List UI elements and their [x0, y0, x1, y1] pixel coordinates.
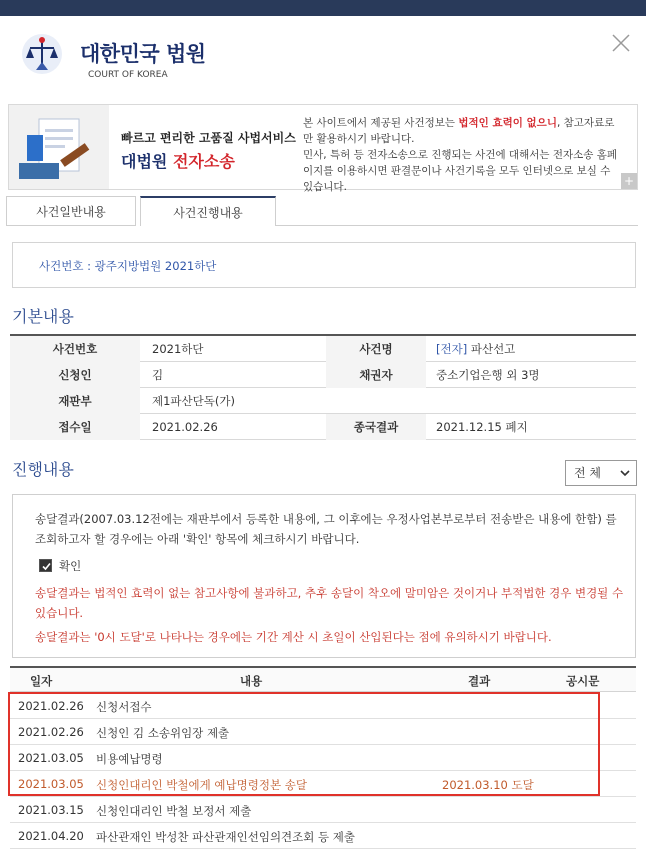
table-row [10, 823, 636, 849]
table-row [10, 414, 636, 440]
value-filing-date: 2021.02.26 [152, 420, 218, 434]
progress-title: 진행내용 [12, 460, 74, 479]
site-header [0, 16, 646, 96]
banner-illustration [9, 105, 109, 189]
value-case-number: 2021하단 [152, 342, 204, 356]
row-date: 2021.03.05 [18, 777, 84, 791]
col-result: 결과 [468, 674, 491, 688]
warning-legal-effect: 송달결과는 법적인 효력이 없는 참고사항에 불과하고, 추후 송달이 착오에 말미암은 것이거나 부적법한 경우 변경될 수 있습니다. [35, 586, 624, 620]
row-content: 비용예납명령 [96, 752, 163, 766]
row-content: 신청인 김 소송위임장 제출 [96, 726, 230, 740]
basic-info-title: 기본내용 [12, 307, 74, 326]
e-litigation-banner[interactable] [8, 104, 638, 193]
case-number-text: 사건번호 : 광주지방법원 2021하단 [39, 259, 217, 273]
label-applicant: 신청인 [10, 362, 140, 388]
checkmark-icon [41, 561, 52, 572]
top-bar [0, 0, 646, 16]
table-row [10, 797, 636, 823]
row-date: 2021.02.26 [18, 699, 84, 713]
value-final-result: 2021.12.15 폐지 [436, 420, 528, 434]
basic-info-table [10, 334, 636, 440]
label-filing-date: 접수일 [10, 414, 140, 440]
tab-divider [276, 225, 638, 226]
table-row [10, 719, 636, 745]
row-content: 신청서접수 [96, 700, 152, 714]
notice-text: 송달결과(2007.03.12전에는 재판부에서 등록한 내용에, 그 이후에는 우정사업본부로부터 전송받은 내용에 한함) 를 조회하고자 할 경우에는 아래 '확인' 항목에 체크하시기 바랍니다. [35, 512, 617, 546]
disclaimer-part-a: 본 사이트에서 제공된 사건정보는 [303, 117, 459, 129]
row-date: 2021.03.05 [18, 751, 84, 765]
row-date: 2021.04.20 [18, 829, 84, 843]
warning-zero-hour: 송달결과는 '0시 도달'로 나타나는 경우에는 기간 계산 시 초일이 산입된다는 점에 유의하시기 바랍니다. [35, 630, 552, 644]
value-case-name [426, 336, 636, 362]
label-case-number: 사건번호 [10, 336, 140, 362]
case-number-box [12, 242, 636, 288]
value-applicant: 김 [152, 368, 164, 382]
disclaimer-part-c: 민사, 특허 등 전자소송으로 진행되는 사건에 대해서는 전자소송 홈페이지를 이용하시면 판결문이나 사건기록을 모두 인터넷으로 보실 수 있습니다. [303, 149, 618, 193]
confirm-checkbox[interactable] [39, 559, 52, 572]
row-result: 2021.03.10 도달 [442, 778, 534, 792]
row-content: 신청인대리인 박철 보정서 제출 [96, 804, 252, 818]
banner-disclaimer [303, 115, 623, 195]
tab-case-general[interactable]: 사건일반내용 [6, 196, 136, 226]
table-row [10, 745, 636, 771]
site-subtitle: COURT OF KOREA [88, 70, 168, 80]
value-creditor: 중소기업은행 외 3명 [436, 368, 540, 382]
table-row [10, 388, 636, 414]
filter-selected-value: 전 체 [574, 466, 601, 480]
label-final-result: 종국결과 [326, 414, 426, 440]
banner-tagline: 빠르고 편리한 고품질 사법서비스 [121, 131, 296, 145]
row-date: 2021.03.15 [18, 803, 84, 817]
close-icon[interactable] [610, 32, 632, 54]
banner-service-main: 대법원 [121, 152, 173, 171]
confirm-label: 확인 [59, 559, 82, 573]
case-name-text: 파산선고 [467, 342, 516, 356]
label-case-name: 사건명 [326, 336, 426, 362]
disclaimer-part-b: , 참고자료로만 활용하시기 바랍니다. [303, 117, 615, 145]
label-creditor: 채권자 [326, 362, 426, 388]
row-content: 파산관재인 박성찬 파산관재인선임의견조회 등 제출 [96, 830, 356, 844]
tab-bar [0, 196, 646, 226]
banner-more-button[interactable]: + [621, 173, 637, 189]
row-content: 신청인대리인 박철에게 예납명령정본 송달 [96, 778, 307, 792]
label-court-division: 재판부 [10, 388, 140, 414]
progress-table-header [10, 666, 636, 692]
gavel-document-icon [9, 105, 109, 189]
chevron-down-icon [620, 468, 630, 478]
delivery-notice-box [12, 494, 636, 658]
electronic-tag: [전자] [436, 342, 468, 356]
court-logo-icon [20, 32, 64, 76]
table-row [10, 362, 636, 388]
progress-filter-select[interactable] [565, 460, 637, 486]
value-court-division: 제1파산단독(가) [152, 394, 235, 408]
banner-service-name [121, 149, 235, 172]
col-notice: 공시문 [566, 674, 600, 688]
site-title: 대한민국 법원 [80, 42, 206, 66]
col-content: 내용 [240, 674, 263, 688]
row-date: 2021.02.26 [18, 725, 84, 739]
disclaimer-emphasis: 법적인 효력이 없으니 [458, 117, 557, 129]
col-date: 일자 [30, 674, 53, 688]
tab-case-progress[interactable]: 사건진행내용 [140, 196, 276, 226]
banner-service-accent: 전자소송 [172, 152, 235, 171]
table-row [10, 336, 636, 362]
table-row [10, 693, 636, 719]
table-row [10, 771, 636, 797]
